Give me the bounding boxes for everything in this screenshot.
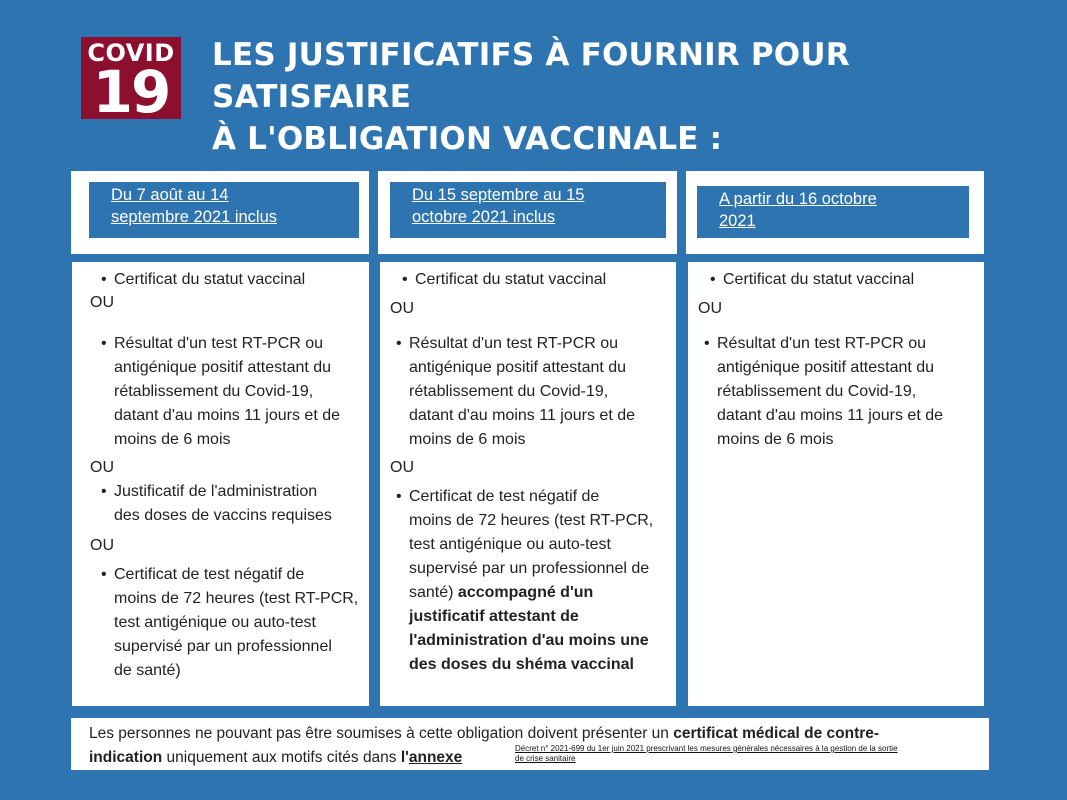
bullet: • (704, 335, 710, 352)
title-line2: À L'OBLIGATION VACCINALE : (212, 121, 723, 157)
footer-bold: l' (400, 749, 409, 766)
decree-reference-link[interactable]: Décret n° 2021-699 du 1er juin 2021 prescrivant les mesures générales nécessaires à la gestion de la sortie de crise sanitaire (515, 744, 898, 763)
footer-bold: certificat médical de contre- (673, 725, 880, 742)
list-item: • Certificat du statut vaccinal (114, 268, 359, 292)
list-item: • Résultat d'un test RT-PCR ou antigénique positif attestant du rétablissement du Covid-19, datant d'au moins 11 jours et de moins de 6 mois (114, 332, 359, 452)
list-item: • Certificat du statut vaccinal (723, 268, 974, 292)
bullet: • (396, 335, 402, 352)
requirements-column-1 (72, 262, 369, 706)
separator-or: OU (390, 459, 414, 476)
title-line1: LES JUSTIFICATIFS À FOURNIR POUR SATISFAIRE (212, 37, 850, 115)
footer-text: Les personnes ne pouvant pas être soumises à cette obligation doivent présenter un (89, 725, 674, 742)
separator-or: OU (90, 537, 114, 554)
footer-note (71, 718, 989, 770)
period-label-1: Du 7 août au 14 septembre 2021 inclus (89, 182, 359, 238)
period-label-2: Du 15 septembre au 15 octobre 2021 inclus (390, 182, 666, 238)
period-label-3: A partir du 16 octobre 2021 (697, 186, 969, 238)
period-header-2 (378, 171, 677, 254)
separator-or: OU (90, 459, 114, 476)
logo-line2: 19 (92, 58, 170, 126)
list-item: • Résultat d'un test RT-PCR ou antigénique positif attestant du rétablissement du Covid-19, datant d'au moins 11 jours et de moins de 6 mois (409, 332, 666, 452)
annexe-link[interactable]: annexe (408, 749, 463, 766)
footer-text: uniquement aux motifs cités dans (162, 749, 401, 766)
logo-line1: COVID (87, 39, 175, 67)
separator-or: OU (698, 300, 722, 317)
bullet: • (101, 566, 107, 583)
period-header-3 (686, 171, 984, 254)
bullet: • (101, 335, 107, 352)
list-item: • Justificatif de l'administration des doses de vaccins requises (114, 480, 359, 528)
list-item: • Résultat d'un test RT-PCR ou antigénique positif attestant du rétablissement du Covid-19, datant d'au moins 11 jours et de moins de 6 mois (717, 332, 974, 452)
bullet: • (101, 483, 107, 500)
page-title (212, 34, 1032, 160)
bullet: • (710, 271, 716, 288)
bullet: • (101, 271, 107, 288)
requirements-column-2 (380, 262, 676, 706)
period-header-1 (71, 171, 369, 254)
footer-bold: indication (89, 749, 163, 766)
requirements-column-3 (688, 262, 984, 706)
separator-or: OU (390, 300, 414, 317)
list-item: • Certificat de test négatif de moins de 72 heures (test RT-PCR, test antigénique ou auto-test supervisé par un professionnel de santé) accompagné d'un justificatif attestant de l'administration d'au moins une des doses du shéma vaccinal (409, 485, 672, 677)
list-item: • Certificat de test négatif de moins de 72 heures (test RT-PCR, test antigénique ou auto-test supervisé par un professionnel de santé) (114, 563, 359, 683)
separator-or: OU (90, 294, 114, 311)
list-item: • Certificat du statut vaccinal (415, 268, 666, 292)
covid19-logo (81, 37, 181, 126)
bullet: • (402, 271, 408, 288)
bullet: • (396, 488, 402, 505)
